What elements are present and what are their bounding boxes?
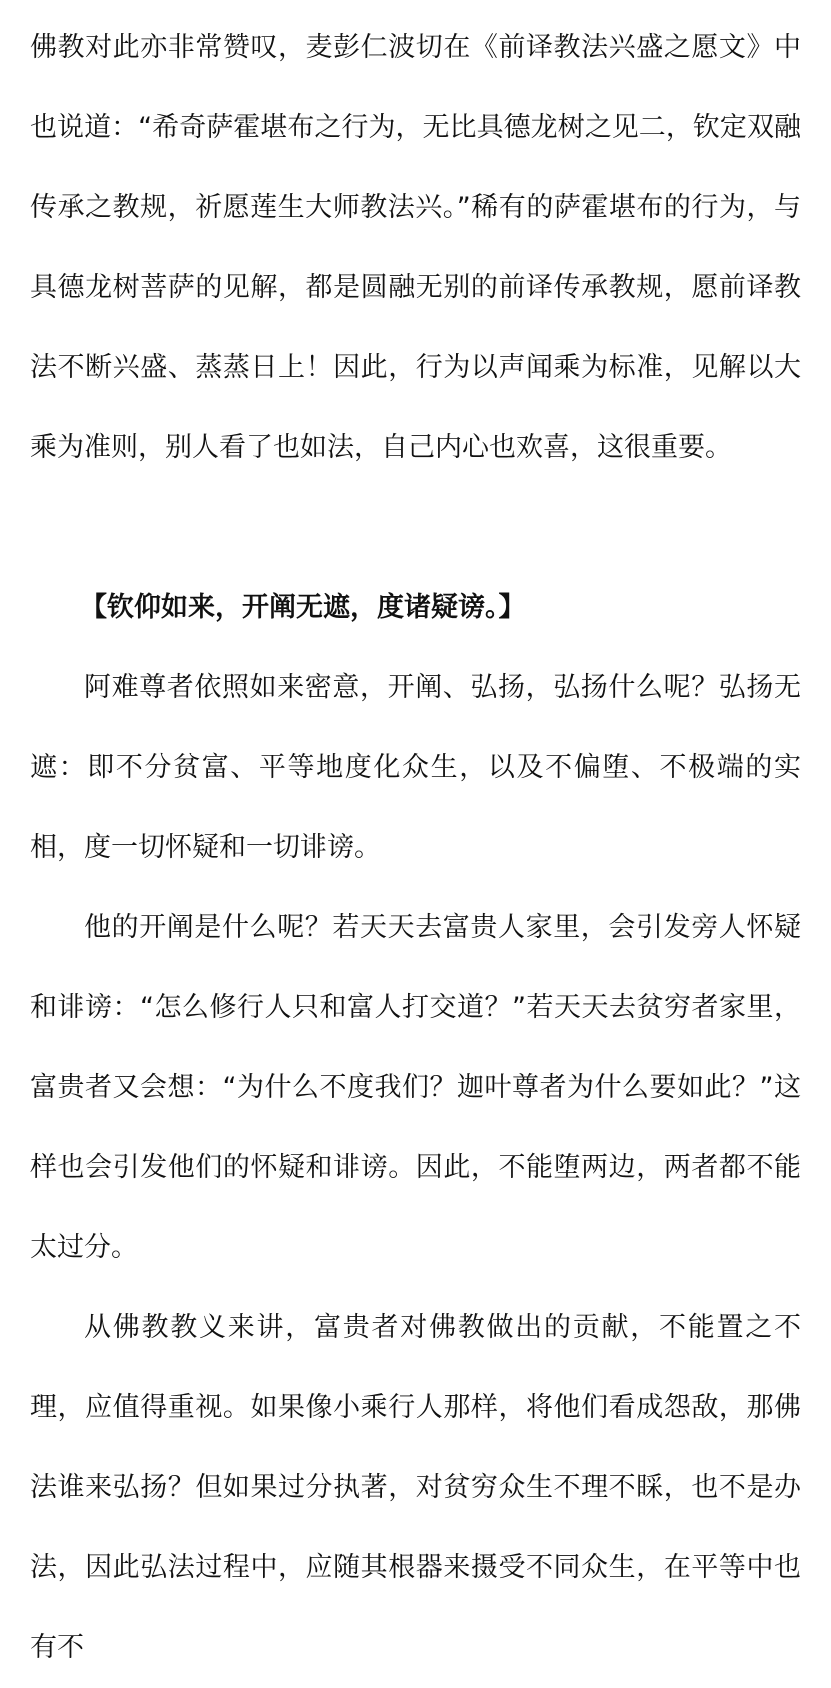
- paragraph-praise: 佛教对此亦非常赞叹，麦彭仁波切在《前译教法兴盛之愿文》中也说道：“希奇萨霍堪布之行为，无比具德龙树之见二，钦定双融传承之教规，祈愿莲生大师教法兴。”稀有的萨霍堪布的行为，与具德龙树菩萨的见解，都是圆融无别的前译传承教规，愿前译教法不断兴盛、蒸蒸日上！因此，行为以声闻乘为标准，见解以大乘为准则，别人看了也如法，自己内心也欢喜，这很重要。: [30, 32, 801, 463]
- document-page: [30, 0, 801, 1688]
- paragraph-ananda: 阿难尊者依照如来密意，开阐、弘扬，弘扬什么呢？弘扬无遮：即不分贫富、平等地度化众生，以及不偏堕、不极端的实相，度一切怀疑和一切诽谤。: [30, 672, 801, 863]
- paragraph-kaichan: 他的开阐是什么呢？若天天去富贵人家里，会引发旁人怀疑和诽谤：“怎么修行人只和富人打交道？”若天天去贫穷者家里，富贵者又会想：“为什么不度我们？迦叶尊者为什么要如此？”这样也会引发他们的怀疑和诽谤。因此，不能堕两边，两者都不能太过分。: [30, 912, 801, 1263]
- section-gap: [30, 488, 801, 568]
- paragraph-doctrine: 从佛教教义来讲，富贵者对佛教做出的贡献，不能置之不理，应值得重视。如果像小乘行人那样，将他们看成怨敌，那佛法谁来弘扬？但如果过分执著，对贫穷众生不理不睬，也不是办法，因此弘法过程中，应随其根器来摄受不同众生，在平等中也有不: [30, 1312, 801, 1663]
- section-heading: 【钦仰如来，开阐无遮，度诸疑谤。】: [80, 592, 526, 623]
